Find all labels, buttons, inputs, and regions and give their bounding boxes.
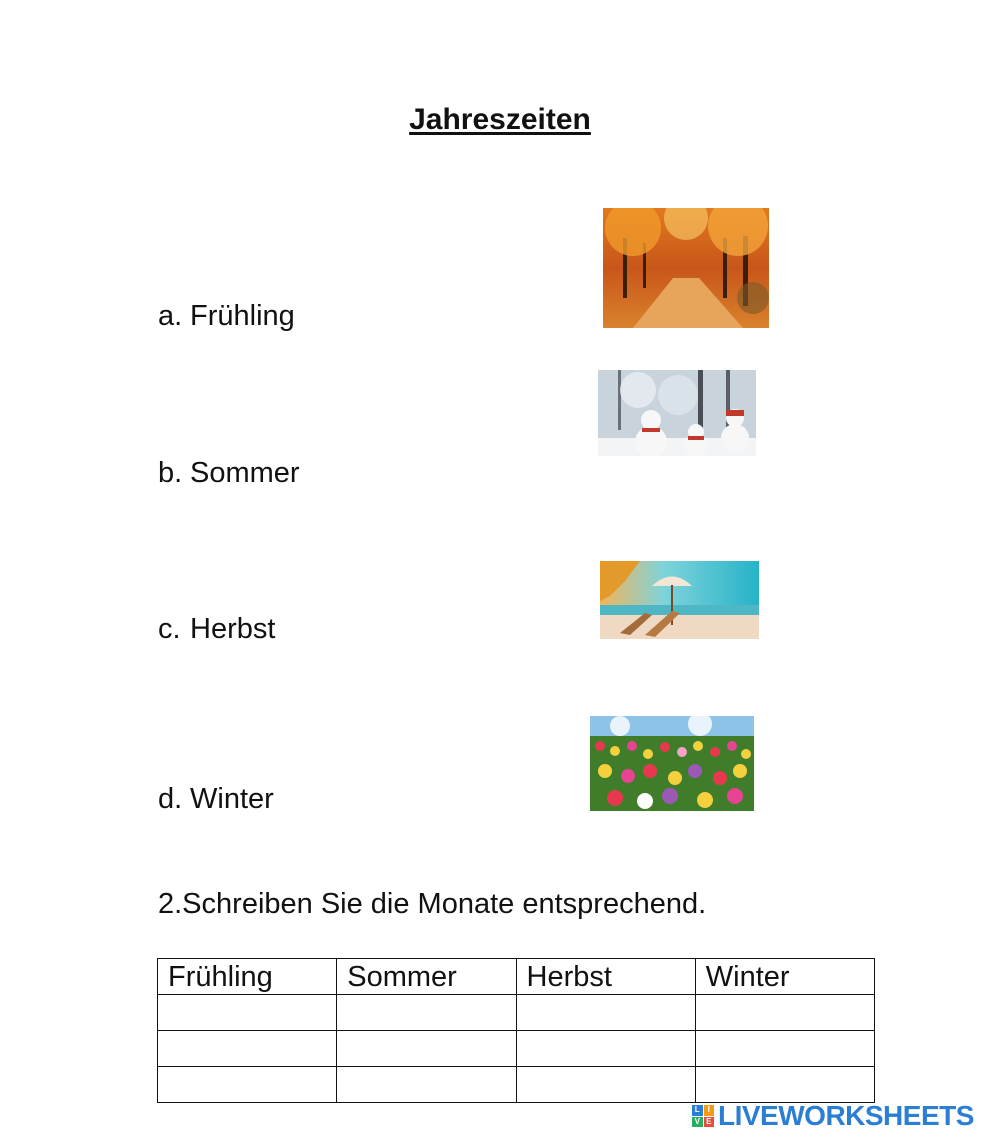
table-row	[158, 995, 875, 1031]
header-cell-summer: Sommer	[337, 959, 516, 995]
liveworksheets-logo	[692, 1100, 974, 1132]
item-letter: c.	[158, 613, 181, 645]
answer-cell[interactable]	[158, 995, 337, 1031]
months-table	[157, 958, 875, 1103]
answer-cell[interactable]	[516, 1031, 695, 1067]
header-cell-winter: Winter	[695, 959, 874, 995]
answer-cell[interactable]	[516, 995, 695, 1031]
page-title: Jahreszeiten	[409, 103, 591, 136]
answer-cell[interactable]	[337, 1031, 516, 1067]
answer-cell[interactable]	[695, 995, 874, 1031]
spring-tulips-image[interactable]	[590, 716, 754, 811]
item-label: Sommer	[190, 457, 300, 489]
season-item-b	[158, 457, 300, 490]
logo-text: LIVEWORKSHEETS	[718, 1100, 974, 1131]
logo-grid-icon: L I V E	[692, 1105, 714, 1127]
answer-cell[interactable]	[158, 1031, 337, 1067]
task-instruction: 2.Schreiben Sie die Monate entsprechend.	[158, 888, 707, 920]
season-item-d	[158, 783, 274, 816]
answer-cell[interactable]	[158, 1067, 337, 1103]
item-label: Herbst	[190, 613, 276, 645]
item-letter: d.	[158, 783, 183, 815]
answer-cell[interactable]	[337, 1067, 516, 1103]
item-label: Frühling	[190, 300, 295, 332]
header-cell-autumn: Herbst	[516, 959, 695, 995]
answer-cell[interactable]	[695, 1067, 874, 1103]
header-cell-spring: Frühling	[158, 959, 337, 995]
answer-cell[interactable]	[337, 995, 516, 1031]
table-header-row	[158, 959, 875, 995]
season-item-a	[158, 300, 295, 333]
answer-cell[interactable]	[695, 1031, 874, 1067]
season-item-c	[158, 613, 275, 646]
item-label: Winter	[190, 783, 274, 815]
summer-beach-image[interactable]	[600, 561, 759, 639]
item-letter: b.	[158, 457, 183, 489]
answer-cell[interactable]	[516, 1067, 695, 1103]
winter-snowmen-image[interactable]	[598, 370, 756, 456]
table-row	[158, 1031, 875, 1067]
autumn-avenue-image[interactable]	[603, 208, 769, 328]
table-row	[158, 1067, 875, 1103]
item-letter: a.	[158, 300, 183, 332]
